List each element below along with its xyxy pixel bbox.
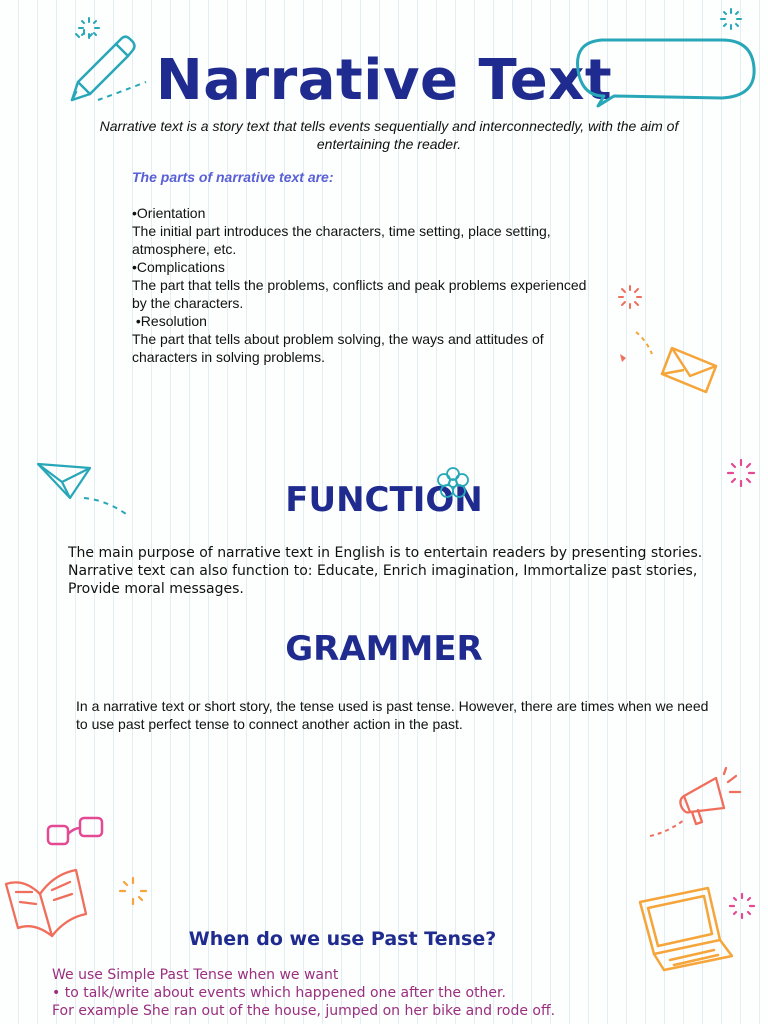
past-tense-line: We use Simple Past Tense when we want <box>52 967 339 983</box>
past-tense-heading: When do we use Past Tense? <box>188 928 497 950</box>
grammar-heading: GRAMMER <box>285 629 483 669</box>
open-book-icon <box>0 864 92 944</box>
speech-bubble-icon <box>572 36 758 108</box>
past-tense-line: For example She ran out of the house, jumped on her bike and rode off. <box>52 1003 556 1019</box>
intro-paragraph: Narrative text is a story text that tells events sequentially and interconnectedly, with the aim of entertaining the reader. <box>99 118 679 152</box>
paper-plane-icon <box>36 460 131 518</box>
grammar-paragraph: In a narrative text or short story, the tense used is past tense. However, there are times when we need to use past perfect tense to connect another action in the past. <box>76 698 709 732</box>
function-paragraph: The main purpose of narrative text in English is to entertain readers by presenting stories. Narrative text can also function to: Educate, Enrich imagination, Immortalize past stories, Provide moral messages. <box>68 545 703 597</box>
part-orientation-title: •Orientation <box>132 205 206 221</box>
part-resolution-description: The part that tells about problem solving, the ways and attitudes of characters in solving problems. <box>132 331 548 365</box>
laptop-icon <box>634 884 734 976</box>
sparkle-icon <box>720 8 742 30</box>
envelope-icon <box>616 330 724 396</box>
sparkle-icon <box>618 285 642 309</box>
past-tense-paragraph <box>52 966 732 1020</box>
parts-heading: The parts of narrative text are: <box>132 169 334 185</box>
parts-list <box>132 204 602 366</box>
megaphone-icon <box>648 768 744 840</box>
sparkle-icon <box>729 893 755 919</box>
part-complications-description: The part that tells the problems, conflicts and peak problems experienced by the characters. <box>132 277 591 311</box>
function-heading: FUNCTION <box>285 480 483 520</box>
part-resolution-title: •Resolution <box>132 313 207 329</box>
sparkle-icon <box>78 17 100 39</box>
pencil-icon <box>62 30 152 110</box>
part-complications-title: •Complications <box>132 259 225 275</box>
flower-icon <box>436 466 470 500</box>
sparkle-icon <box>119 877 147 905</box>
past-tense-line: • to talk/write about events which happened one after the other. <box>52 985 506 1001</box>
sparkle-icon <box>727 459 755 487</box>
page-title: Narrative Text <box>155 48 613 113</box>
part-orientation-description: The initial part introduces the characters, time setting, place setting, atmosphere, etc. <box>132 223 555 257</box>
glasses-icon <box>44 812 108 852</box>
